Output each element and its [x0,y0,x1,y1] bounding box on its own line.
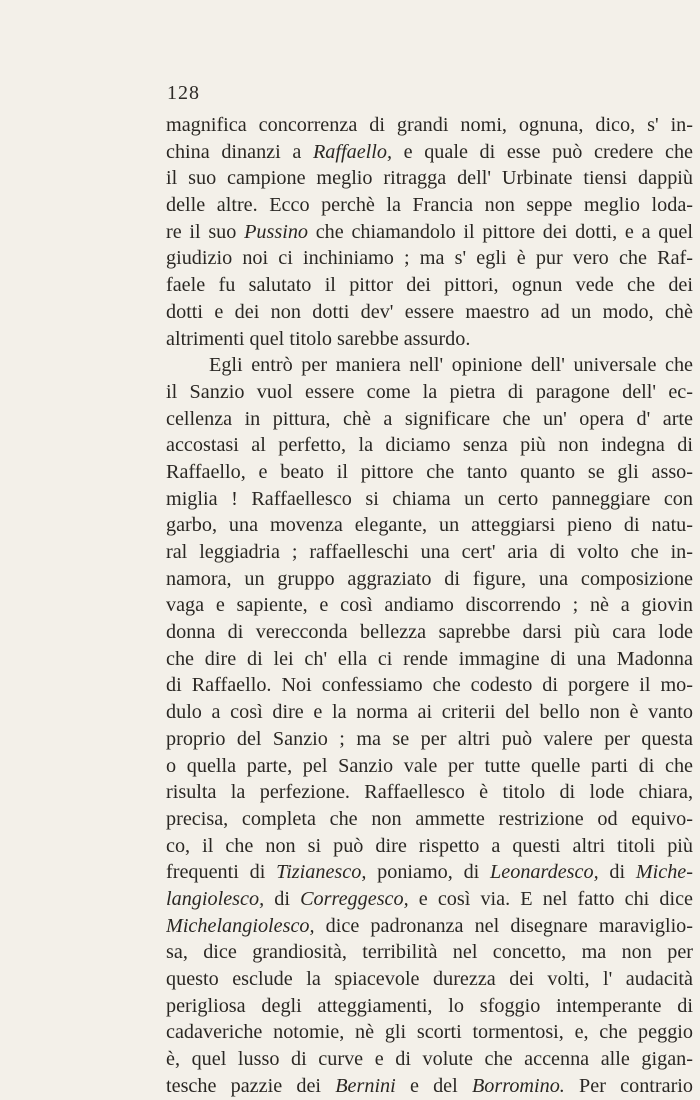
text-line [166,699,693,726]
text-line [166,139,693,166]
text-line [166,112,693,139]
text-segment: di [598,861,636,884]
text-segment: il Sanzio vuol essere come la pietra di paragone dell' ec- [166,380,693,403]
text-line [166,966,693,993]
text-segment: Egli entrò per maniera nell' opinione dell' universale che [209,354,693,377]
text-segment: dotti e dei non dotti dev' essere maestro ad un modo, chè [166,300,693,323]
text-segment: delle altre. Ecco perchè la Francia non seppe meglio loda- [166,194,693,217]
text-line [166,913,693,940]
text-line [166,486,693,513]
text-segment: faele fu salutato il pittor dei pittori, ognun vede che dei [166,274,693,297]
text-segment: precisa, completa che non ammette restrizione od equivo- [166,807,693,830]
text-line [166,379,693,406]
text-line [166,779,693,806]
text-segment: questo esclude la spiacevole durezza dei volti, l' audacità [166,968,693,990]
page-number: 128 [167,82,200,104]
text-segment: giudizio noi ci inchiniamo ; ma s' egli è pur vero che Raf- [166,247,693,270]
text-line [166,833,693,860]
text-line [166,352,693,379]
text-line [166,886,693,913]
italic-text: Correggesco, [300,887,409,910]
body-text [166,112,693,1099]
text-segment: altrimenti quel titolo sarebbe assurdo. [166,327,471,350]
text-segment: dice padronanza nel disegnare maraviglio- [314,914,693,937]
text-segment: dulo a così dire e la norma ai criterii del bello non è vanto [166,701,693,724]
text-line [166,753,693,780]
italic-text: Bernini [335,1074,396,1097]
text-segment: è, quel lusso di curve e di volute che accenna alle gigan- [166,1048,693,1071]
text-line [166,432,693,459]
italic-text: Miche- [635,861,693,884]
text-segment: garbo, una movenza elegante, un atteggiarsi pieno di natu- [166,514,693,537]
text-line [166,512,693,539]
text-line [166,165,693,192]
text-segment: o quella parte, pel Sanzio vale per tutte quelle parti di che [166,754,693,777]
text-segment: Per contrario [564,1074,693,1097]
text-segment: frequenti di [166,861,277,884]
text-segment: di [264,887,301,910]
text-line [166,1019,693,1046]
text-segment: ral leggiadria ; raffaelleschi una cert' aria di volto che in- [166,541,693,563]
text-segment: cellenza in pittura, chè a significare che un' opera d' arte [166,407,693,430]
text-line [166,272,693,299]
text-line [166,459,693,486]
text-line [166,219,693,246]
text-segment: tesche pazzie dei [166,1074,336,1097]
italic-text: Leonardesco, [490,861,599,884]
italic-text: Pussino [244,220,309,243]
text-line [166,993,693,1020]
text-segment: miglia ! Raffaellesco si chiama un certo panneggiare con [166,487,693,510]
text-segment: risulta la perfezione. Raffaellesco è titolo di lode chiara, [166,781,693,804]
text-segment: poniamo, di [366,861,491,884]
text-line [166,566,693,593]
text-segment: proprio del Sanzio ; ma se per altri può valere per questa [166,727,693,750]
text-segment: e del [395,1074,472,1097]
text-line [166,646,693,673]
text-segment: co, il che non si può dire rispetto a questi altri titoli più [166,834,693,857]
text-segment: cadaveriche notomie, nè gli scorti tormentosi, e, che peggio [166,1021,693,1044]
italic-text: Michelangiolesco, [166,914,315,937]
text-line [166,1046,693,1073]
text-segment: donna di verecconda bellezza saprebbe darsi più cara lode [166,621,693,644]
italic-text: Borromino. [471,1074,565,1097]
italic-text: Tizianesco, [276,861,367,884]
text-segment: il suo campione meglio ritragga dell' Urbinate tiensi dappiù [166,167,693,190]
text-segment: e quale di esse può credere che [392,140,693,163]
text-segment: che chiamandolo il pittore dei dotti, e a quel [308,220,693,243]
text-segment: Raffaello, e beato il pittore che tanto quanto se gli asso- [166,460,693,483]
text-line [166,245,693,272]
text-segment: re il suo [166,220,245,243]
text-segment: perigliosa degli atteggiamenti, lo sfoggio intemperante di [166,994,693,1017]
text-line [166,806,693,833]
italic-text: langiolesco, [166,887,265,910]
text-line [166,192,693,219]
text-segment: di Raffaello. Noi confessiamo che codesto di porgere il mo- [166,674,693,697]
text-line [166,299,693,326]
text-segment: namora, un gruppo aggraziato di figure, una composizione [166,567,693,590]
text-line [166,406,693,433]
text-segment: sa, dice grandiosità, terribilità nel concetto, ma non per [166,941,693,964]
text-segment: vaga e sapiente, e così andiamo discorrendo ; nè a giovin [166,594,693,617]
text-segment: e così via. E nel fatto chi dice [408,887,693,910]
text-line [166,726,693,753]
italic-text: Raffaello, [312,140,393,163]
text-line [166,539,693,566]
text-segment: accostasi al perfetto, la diciamo senza più non indegna di [166,434,693,457]
text-line [166,859,693,886]
text-line [166,939,693,966]
text-line [166,326,693,353]
text-segment: che dire di lei ch' ella ci rende immagine di una Madonna [166,647,693,670]
text-line [166,619,693,646]
text-line [166,1073,693,1100]
text-segment: china dinanzi a [166,140,313,163]
text-line [166,672,693,699]
text-line [166,592,693,619]
text-segment: magnifica concorrenza di grandi nomi, ognuna, dico, s' in- [166,114,693,136]
